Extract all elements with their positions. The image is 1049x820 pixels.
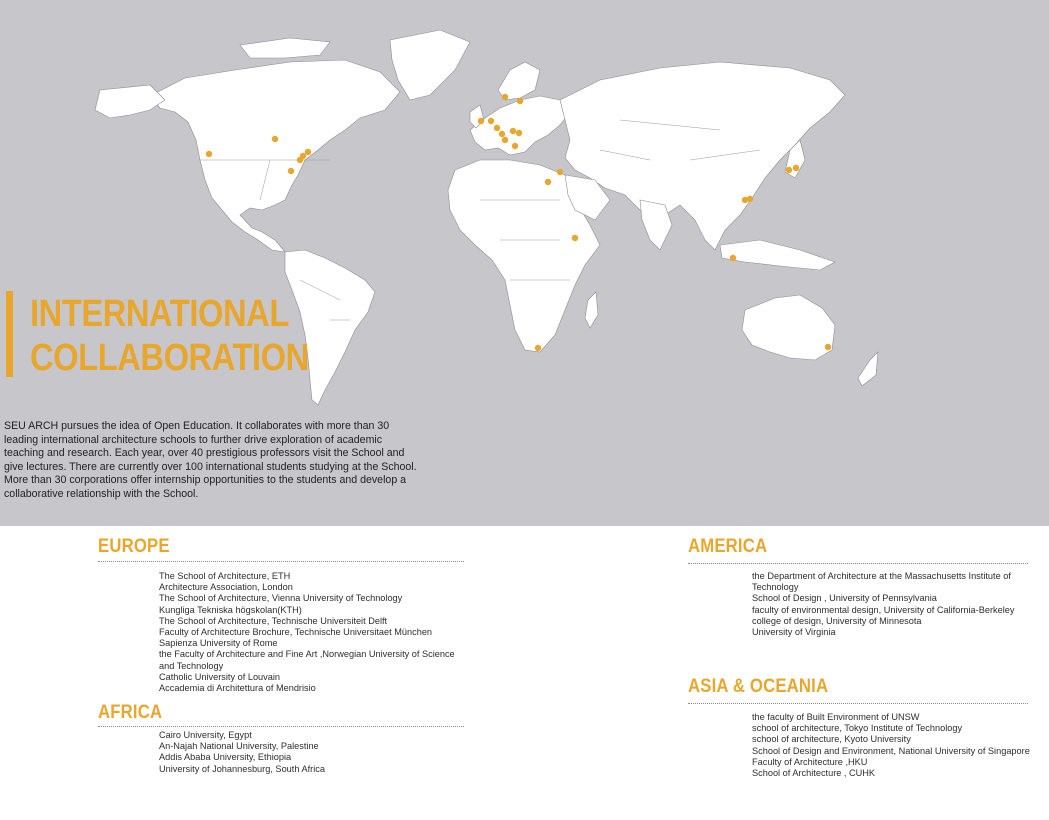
list-item: University of Johannesburg, South Africa: [159, 763, 325, 774]
list-item: Accademia di Architettura of Mendrisio: [159, 683, 316, 694]
list-item: Catholic University of Louvain: [159, 671, 281, 682]
marker-zurich: [499, 131, 505, 137]
list-item: School of Architecture , CUHK: [752, 768, 876, 779]
title-accent-bar: [6, 291, 13, 377]
europe-landmass: [470, 96, 570, 155]
list-item: the faculty of Built Environment of UNSW: [752, 712, 920, 722]
arctic-islands: [240, 38, 330, 58]
marker-virginia: [297, 157, 303, 163]
north-america-landmass: [150, 60, 400, 252]
page-title: [30, 292, 309, 380]
list-item: University of Virginia: [752, 627, 836, 638]
marker-shenzhen: [747, 196, 753, 202]
list-item: School of Design and Environment, National University of Singapore: [752, 745, 1030, 756]
list-item: school of architecture, Kyoto University: [752, 734, 911, 745]
list-item: and Technology: [159, 660, 224, 671]
list-item: An-Najah National University, Palestine: [159, 741, 319, 752]
list-item: Addis Ababa University, Ethiopia: [159, 752, 292, 763]
africa-heading: AFRICA: [98, 702, 163, 723]
marker-johannesburg: [535, 345, 541, 351]
marker-delft: [488, 118, 494, 124]
list-item: Technology: [752, 582, 799, 593]
marker-addis-ababa: [572, 235, 578, 241]
page-title-line-1: INTERNATIONAL: [30, 293, 289, 335]
alaska: [95, 85, 165, 118]
list-item: the Faculty of Architecture and Fine Art ,Norwegian University of Science: [159, 649, 455, 660]
list-item: Sapienza University of Rome: [159, 638, 278, 649]
marker-stockholm: [517, 98, 523, 104]
list-item: faculty of environmental design, University of California-Berkeley: [752, 604, 1015, 615]
list-item: Kungliga Tekniska högskolan(KTH): [159, 604, 302, 615]
greenland: [390, 30, 470, 100]
europe-divider: [98, 561, 464, 562]
list-item: The School of Architecture, Vienna University of Technology: [159, 593, 403, 604]
list-item: school of architecture, Tokyo Institute of Technology: [752, 723, 963, 734]
list-item: Faculty of Architecture ,HKU: [752, 756, 868, 767]
new-zealand: [858, 352, 878, 386]
america-list: [752, 571, 1042, 638]
america-heading: AMERICA: [688, 536, 768, 557]
marker-berkeley: [206, 151, 212, 157]
list-item: School of Design , University of Pennsylvania: [752, 593, 937, 604]
list-item: The School of Architecture, ETH: [159, 571, 291, 581]
marker-charlottesville: [288, 168, 294, 174]
list-item: Architecture Association, London: [159, 582, 293, 593]
marker-tokyo: [793, 165, 799, 171]
africa-list: [159, 730, 459, 775]
australia-landmass: [742, 295, 835, 360]
marker-mendrisio: [502, 137, 508, 143]
marker-cairo: [545, 179, 551, 185]
madagascar: [585, 292, 598, 328]
marker-munich: [510, 128, 516, 134]
marker-trondheim: [502, 94, 508, 100]
marker-singapore: [730, 255, 736, 261]
intro-paragraph: SEU ARCH pursues the idea of Open Education. It collaborates with more than 30 leading international architecture schools to further drive exploration of academic teaching and research. Each year, over 40 prestigious professors visit the School and give lectures. There are currently over 100 international students studying at the School. More than 30 corporations offer internship opportunities to the students and develop a collaborative relationship with the School.: [4, 420, 417, 500]
marker-boston: [305, 149, 311, 155]
marker-vienna: [516, 130, 522, 136]
marker-sydney: [825, 344, 831, 350]
america-divider: [688, 563, 1028, 564]
list-item: The School of Architecture, Technische Universiteit Delft: [159, 615, 388, 626]
asia-oceania-divider: [688, 703, 1028, 704]
list-item: Cairo University, Egypt: [159, 730, 252, 740]
europe-list: [159, 571, 479, 694]
list-item: college of design, University of Minnesota: [752, 615, 922, 626]
europe-heading: EUROPE: [98, 536, 170, 557]
marker-nablus: [557, 169, 563, 175]
southeast-asia-islands: [720, 240, 835, 270]
marker-rome: [512, 143, 518, 149]
africa-divider: [98, 726, 464, 727]
asia-oceania-heading: ASIA & OCEANIA: [688, 676, 829, 697]
list-item: Faculty of Architecture Brochure, Technische Universitaet München: [159, 627, 433, 638]
marker-louvain: [494, 125, 500, 131]
page-title-line-2: COLLABORATION: [30, 337, 309, 379]
asia-oceania-list: [752, 712, 1042, 779]
marker-london: [478, 118, 484, 124]
marker-kyoto: [786, 167, 792, 173]
list-item: the Department of Architecture at the Massachusetts Institute of: [752, 571, 1011, 581]
marker-minnesota: [272, 136, 278, 142]
